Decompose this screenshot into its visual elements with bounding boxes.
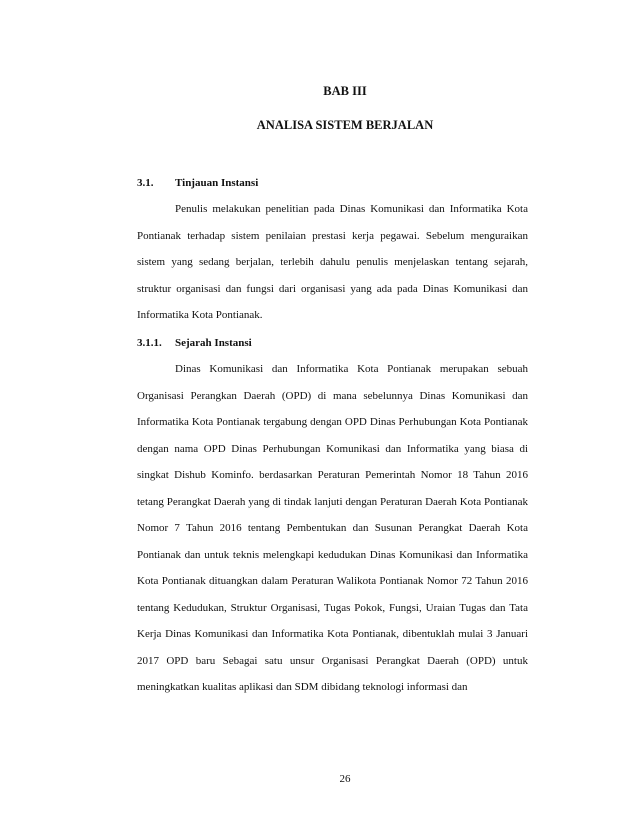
section-number: 3.1. xyxy=(137,177,154,189)
page-number: 26 xyxy=(339,773,351,785)
section-heading-3-1-1 xyxy=(137,337,252,349)
section-paragraph: Penulis melakukan penelitian pada Dinas Komunikasi dan Informatika Kota Pontianak terhadap sistem penilaian prestasi kerja pegawai. Sebelum menguraikan sistem yang sedang berjalan, terlebih dahulu penulis menjelaskan tentang sejarah, struktur organisasi dan fungsi dari organisasi yang ada pada Dinas Komunikasi dan Informatika Kota Pontianak. xyxy=(137,203,528,321)
section-title: Tinjauan Instansi xyxy=(175,177,259,189)
chapter-title: BAB III xyxy=(323,84,367,98)
chapter-subtitle: ANALISA SISTEM BERJALAN xyxy=(256,118,434,132)
section-heading-3-1 xyxy=(137,177,259,189)
section-paragraph: Dinas Komunikasi dan Informatika Kota Pontianak merupakan sebuah Organisasi Perangkan Daerah (OPD) di mana sebelunnya Dinas Komunikasi dan Informatika Kota Pontianak tergabung dengan OPD Dinas Perhubungan Kota Pontianak dengan nama OPD Dinas Perhubungan Komunikasi dan Informatika yang biasa di singkat Dishub Kominfo. berdasarkan Peraturan Pemerintah Nomor 18 Tahun 2016 tetang Perangkat Daerah yang di tindak lanjuti dengan Peraturan Daerah Kota Pontianak Nomor 7 Tahun 2016 tentang Pembentukan dan Susunan Perangkat Daerah Kota Pontianak dan untuk teknis melengkapi kedudukan Dinas Komunikasi dan Informatika Kota Pontianak dituangkan dalam Peraturan Walikota Pontianak Nomor 72 Tahun 2016 tentang Kedudukan, Struktur Organisasi, Tugas Pokok, Fungsi, Uraian Tugas dan Tata Kerja Dinas Komunikasi dan Informatika Kota Pontianak, dibentuklah mulai 3 Januari 2017 OPD baru Sebagai satu unsur Organisasi Perangkat Daerah (OPD) untuk meningkatkan kualitas aplikasi dan SDM dibidang teknologi informasi dan xyxy=(137,363,528,693)
section-title: Sejarah Instansi xyxy=(175,337,252,349)
section-number: 3.1.1. xyxy=(137,337,162,349)
